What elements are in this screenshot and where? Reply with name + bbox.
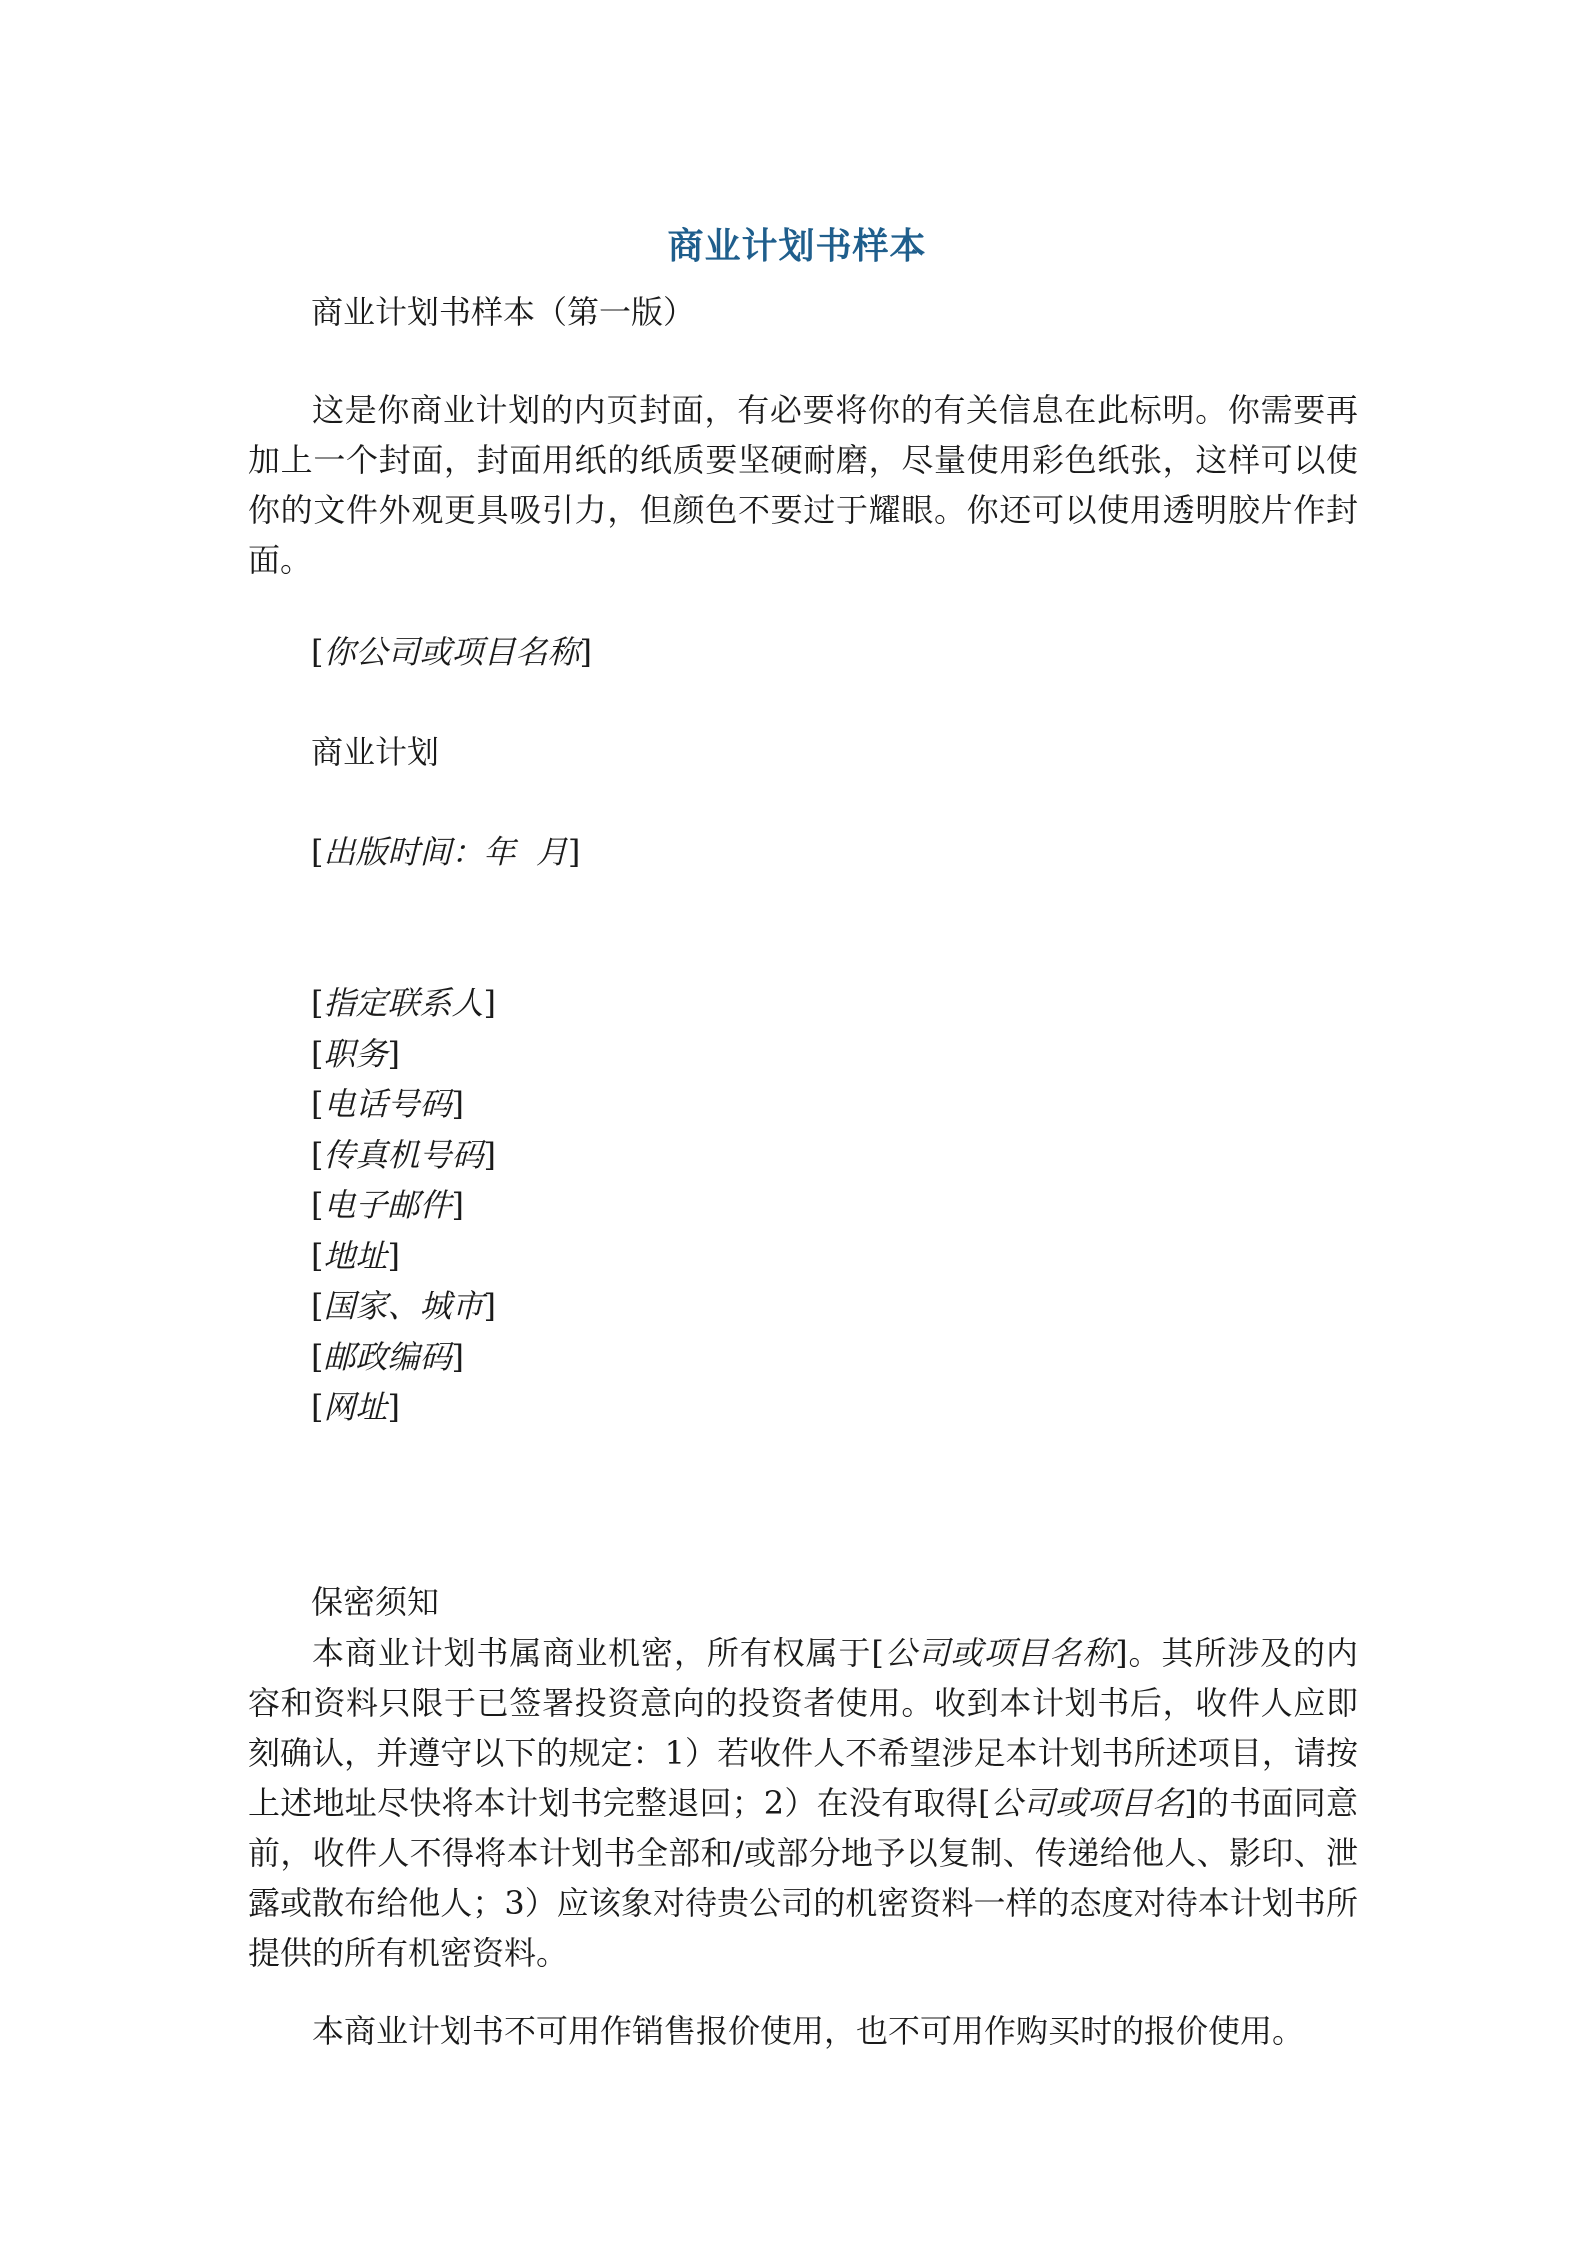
intro-paragraph: 这是你商业计划的内页封面，有必要将你的有关信息在此标明。你需要再加上一个封面，封面用纸的纸质要坚硬耐磨，尽量使用彩色纸张，这样可以使你的文件外观更具吸引力，但颜色不要过于耀眼。你还可以使用透明胶片作封面。: [248, 391, 1358, 579]
confidential-heading: 保密须知: [311, 1583, 440, 1621]
company-name-inline: 公司或项目名称: [883, 1634, 1116, 1672]
company-name-inline-short: 公司或项目名: [990, 1784, 1185, 1822]
document-subtitle: 商业计划书样本（第一版）: [311, 293, 696, 331]
contact-field: [电话号码]: [311, 1085, 464, 1123]
confidential-paragraph: 本商业计划书属商业机密，所有权属于[公司或项目名称]。其所涉及的内容和资料只限于已签署投资意向的投资者使用。收到本计划书后，收件人应即刻确认，并遵守以下的规定：1）若收件人不希望涉足本计划书所述项目，请按上述地址尽快将本计划书完整退回；2）在没有取得[公司或项目名]的书面同意前，收件人不得将本计划书全部和/或部分地予以复制、传递给他人、影印、泄露或散布给他人；3）应该象对待贵公司的机密资料一样的态度对待本计划书所提供的所有机密资料。: [248, 1634, 1358, 1972]
closing-paragraph: 本商业计划书不可用作销售报价使用，也不可用作购买时的报价使用。: [312, 2012, 1305, 2050]
contact-field: [电子邮件]: [311, 1186, 464, 1224]
document-title: 商业计划书样本: [667, 225, 927, 267]
contact-field: [职务]: [311, 1034, 400, 1073]
company-name-text: 你公司或项目名称: [323, 633, 580, 671]
publish-date-text: 出版时间：年 月: [323, 833, 568, 871]
contact-field-list: [311, 978, 496, 1433]
contact-field: [网址]: [311, 1388, 400, 1426]
publish-date-placeholder: [出版时间：年 月]: [311, 833, 581, 871]
contact-field: [指定联系人]: [311, 984, 496, 1022]
contact-field: [地址]: [311, 1236, 400, 1275]
contact-field: [传真机号码]: [311, 1135, 496, 1174]
company-name-placeholder: [你公司或项目名称]: [311, 633, 592, 671]
contact-field: [邮政编码]: [311, 1337, 464, 1376]
contact-field: [国家、城市]: [311, 1287, 496, 1325]
plan-label: 商业计划: [311, 733, 440, 771]
